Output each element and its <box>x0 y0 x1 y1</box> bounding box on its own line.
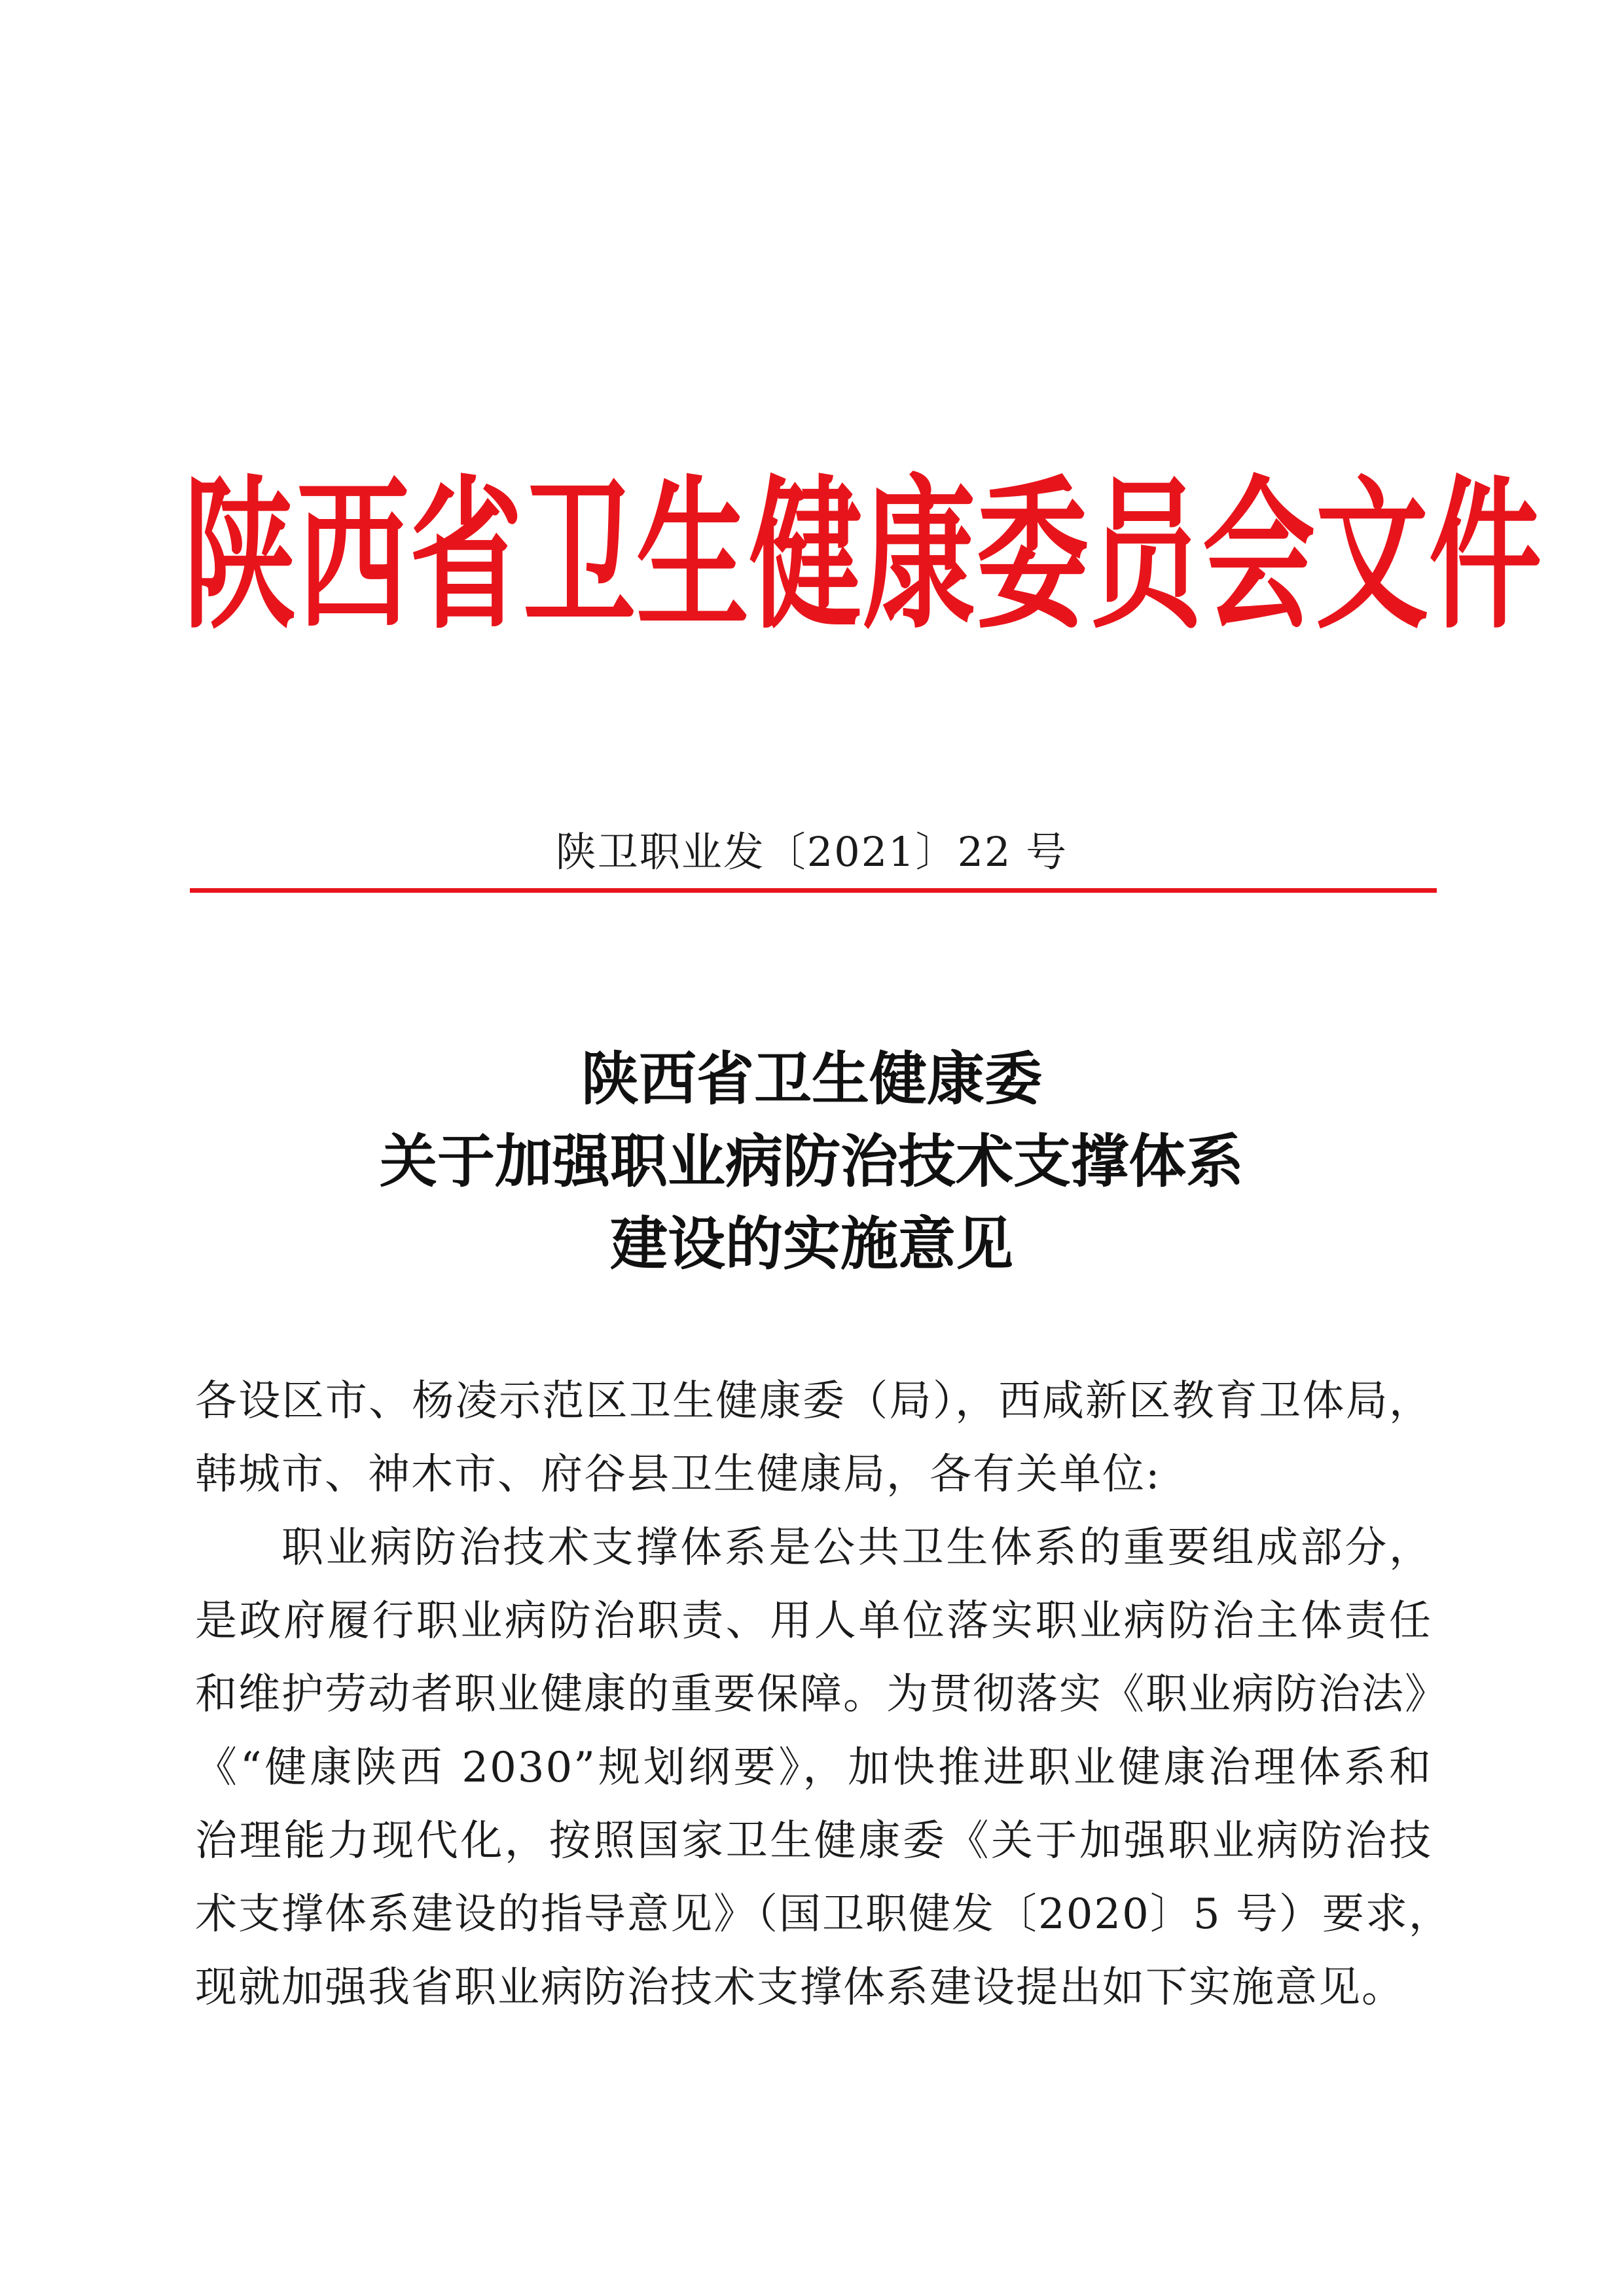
paragraph-line: 治理能力现代化，按照国家卫生健康委《关于加强职业病防治技 <box>195 1817 1432 1865</box>
document-title <box>183 1037 1440 1285</box>
paragraph-line: 职业病防治技术支撑体系是公共卫生体系的重要组成部分， <box>281 1524 1432 1572</box>
salutation <box>195 1365 1432 1511</box>
title-line: 关于加强职业病防治技术支撑体系 <box>379 1127 1244 1195</box>
body-paragraph <box>195 1511 1452 2024</box>
paragraph-line: 《“健康陕西 2030”规划纲要》，加快推进职业健康治理体系和 <box>195 1744 1432 1792</box>
paragraph-line: 现就加强我省职业病防治技术支撑体系建设提出如下实施意见。 <box>195 1964 1405 2012</box>
paragraph-line: 是政府履行职业病防治职责、用人单位落实职业病防治主体责任 <box>195 1597 1432 1645</box>
document-masthead: 陕西省卫生健康委员会文件 <box>183 460 1542 651</box>
salutation-line: 各设区市、杨凌示范区卫生健康委（局），西咸新区教育卫体局， <box>195 1377 1432 1426</box>
salutation-line: 韩城市、神木市、府谷县卫生健康局，各有关单位: <box>195 1450 1161 1499</box>
paragraph-line: 术支撑体系建设的指导意见》（国卫职健发〔2020〕5 号）要求， <box>195 1890 1452 1939</box>
document-number: 陕卫职业发〔2021〕22 号 <box>555 828 1068 876</box>
title-line: 建设的实施意见 <box>609 1210 1013 1278</box>
title-line: 陕西省卫生健康委 <box>581 1045 1042 1113</box>
red-divider-line <box>190 888 1437 893</box>
paragraph-line: 和维护劳动者职业健康的重要保障。为贯彻落实《职业病防治法》 <box>195 1670 1448 1719</box>
document-body <box>195 1365 1452 2024</box>
